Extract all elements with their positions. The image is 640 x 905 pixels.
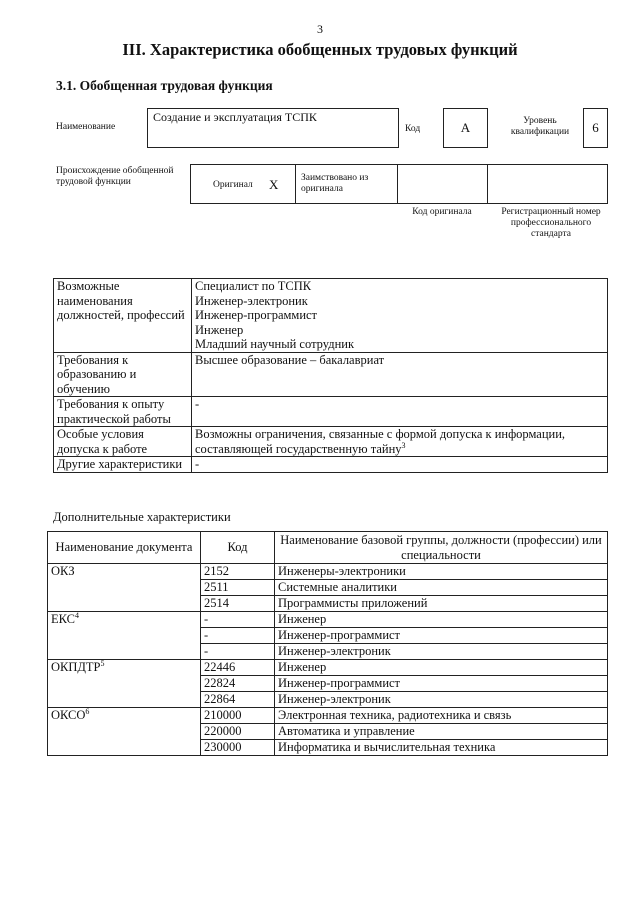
code-box (443, 108, 488, 148)
level-label-line2: квалификации (510, 127, 570, 137)
requirement-line (195, 294, 604, 309)
requirement-line (195, 397, 604, 412)
requirement-line-text: Инженер-программист (195, 308, 318, 322)
code-cell: 22824 (201, 676, 275, 692)
subsection-title: 3.1. Обобщенная трудовая функция (56, 78, 273, 93)
additional-title: Дополнительные характеристики (53, 510, 231, 524)
code-cell: 2152 (201, 564, 275, 580)
requirement-line-text: Инженер-электроник (195, 293, 308, 308)
requirements-table (53, 278, 608, 473)
document-cell (48, 708, 201, 756)
occupation-name-cell: Инженеры-электроники (275, 564, 608, 580)
table-row (48, 660, 608, 676)
code-cell: 210000 (201, 708, 275, 724)
occupation-name-cell: Программисты приложений (275, 596, 608, 612)
col-name-header: Наименование базовой группы, должности (профессии) или специальности (275, 532, 608, 564)
requirement-line (195, 427, 604, 456)
name-box (147, 108, 399, 148)
document-cell (48, 564, 201, 612)
requirement-row (54, 427, 608, 457)
code-cell: - (201, 628, 275, 644)
requirement-value (192, 457, 608, 473)
table-row (48, 612, 608, 628)
code-label: Код (405, 124, 421, 134)
requirement-line (195, 337, 604, 352)
col-code-header: Код (201, 532, 275, 564)
original-label: Оригинал (213, 180, 253, 190)
requirement-row (54, 352, 608, 397)
occupation-name-cell: Инженер (275, 612, 608, 628)
requirement-line-text: Младший научный сотрудник (195, 337, 355, 351)
requirement-row (54, 279, 608, 353)
section-title: III. Характеристика обобщенных трудовых функций (122, 40, 518, 59)
document-cell (48, 612, 201, 660)
level-value: 6 (592, 120, 599, 135)
occupation-name-cell: Инженер (275, 660, 608, 676)
requirement-line (195, 279, 604, 294)
occupation-name-cell: Системные аналитики (275, 580, 608, 596)
requirement-line (195, 353, 604, 368)
requirement-value (192, 427, 608, 457)
table-row (48, 708, 608, 724)
requirement-line-text: Возможны ограничения, связанные с формой допуска к информации, составляющей государственную тайну (195, 427, 566, 456)
requirement-row (54, 457, 608, 473)
additional-table (47, 531, 608, 756)
name-value: Создание и эксплуатация ТСПК (153, 110, 317, 124)
document-name: ЕКС (51, 612, 75, 626)
requirement-line-text: - (195, 397, 200, 411)
origin-box (190, 164, 608, 204)
level-label (497, 116, 583, 138)
code-original-caption: Код оригинала (412, 207, 472, 217)
requirement-value (192, 279, 608, 353)
requirement-label: Возможные наименования должностей, профессий (54, 279, 192, 353)
requirement-line-text: Высшее образование – бакалавриат (195, 352, 385, 367)
occupation-name-cell: Инженер-электроник (275, 692, 608, 708)
level-label-line1: Уровень (523, 116, 557, 126)
document-name: ОКСО (51, 708, 86, 722)
requirement-line (195, 308, 604, 323)
requirement-line-text: Специалист по ТСПК (195, 279, 312, 293)
requirement-row (54, 397, 608, 427)
code-cell: 2514 (201, 596, 275, 612)
document-cell (48, 660, 201, 708)
document-name: ОКЗ (51, 564, 75, 578)
table-row (48, 564, 608, 580)
requirement-label: Требования к образованию и обучению (54, 352, 192, 397)
footnote-mark: 6 (85, 706, 90, 716)
footnote-mark: 4 (75, 610, 79, 620)
occupation-name-cell: Инженер-программист (275, 676, 608, 692)
name-label: Наименование (56, 122, 116, 132)
code-cell: 230000 (201, 740, 275, 756)
footnote-mark: 3 (401, 440, 406, 450)
footnote-mark: 5 (100, 658, 105, 668)
requirement-label: Другие характеристики (54, 457, 192, 473)
code-cell: 220000 (201, 724, 275, 740)
document-name: ОКПДТР (51, 660, 101, 674)
requirement-label: Особые условия допуска к работе (54, 427, 192, 457)
requirement-line (195, 457, 604, 472)
code-cell: - (201, 644, 275, 660)
occupation-name-cell: Информатика и вычислительная техника (275, 740, 608, 756)
occupation-name-cell: Инженер-программист (275, 628, 608, 644)
borrowed-label: Заимствовано из оригинала (301, 173, 369, 194)
occupation-name-cell: Инженер-электроник (275, 644, 608, 660)
code-value: А (460, 120, 471, 135)
requirement-line (195, 323, 604, 338)
requirement-line-text: - (195, 457, 200, 471)
col-doc-header: Наименование документа (48, 532, 201, 564)
page-number: 3 (317, 22, 323, 36)
code-cell: 22446 (201, 660, 275, 676)
code-cell: - (201, 612, 275, 628)
reg-number-caption: Регистрационный номер профессионального стандарта (501, 207, 601, 239)
original-mark: Х (269, 177, 279, 192)
code-cell: 2511 (201, 580, 275, 596)
origin-label: Происхождение обобщенной трудовой функции (56, 166, 174, 187)
requirement-label: Требования к опыту практической работы (54, 397, 192, 427)
additional-header-row (48, 532, 608, 564)
code-cell: 22864 (201, 692, 275, 708)
level-box (583, 108, 608, 148)
occupation-name-cell: Электронная техника, радиотехника и связь (275, 708, 608, 724)
occupation-name-cell: Автоматика и управление (275, 724, 608, 740)
requirement-value (192, 352, 608, 397)
requirement-line-text: Инженер (195, 322, 244, 337)
requirement-value (192, 397, 608, 427)
